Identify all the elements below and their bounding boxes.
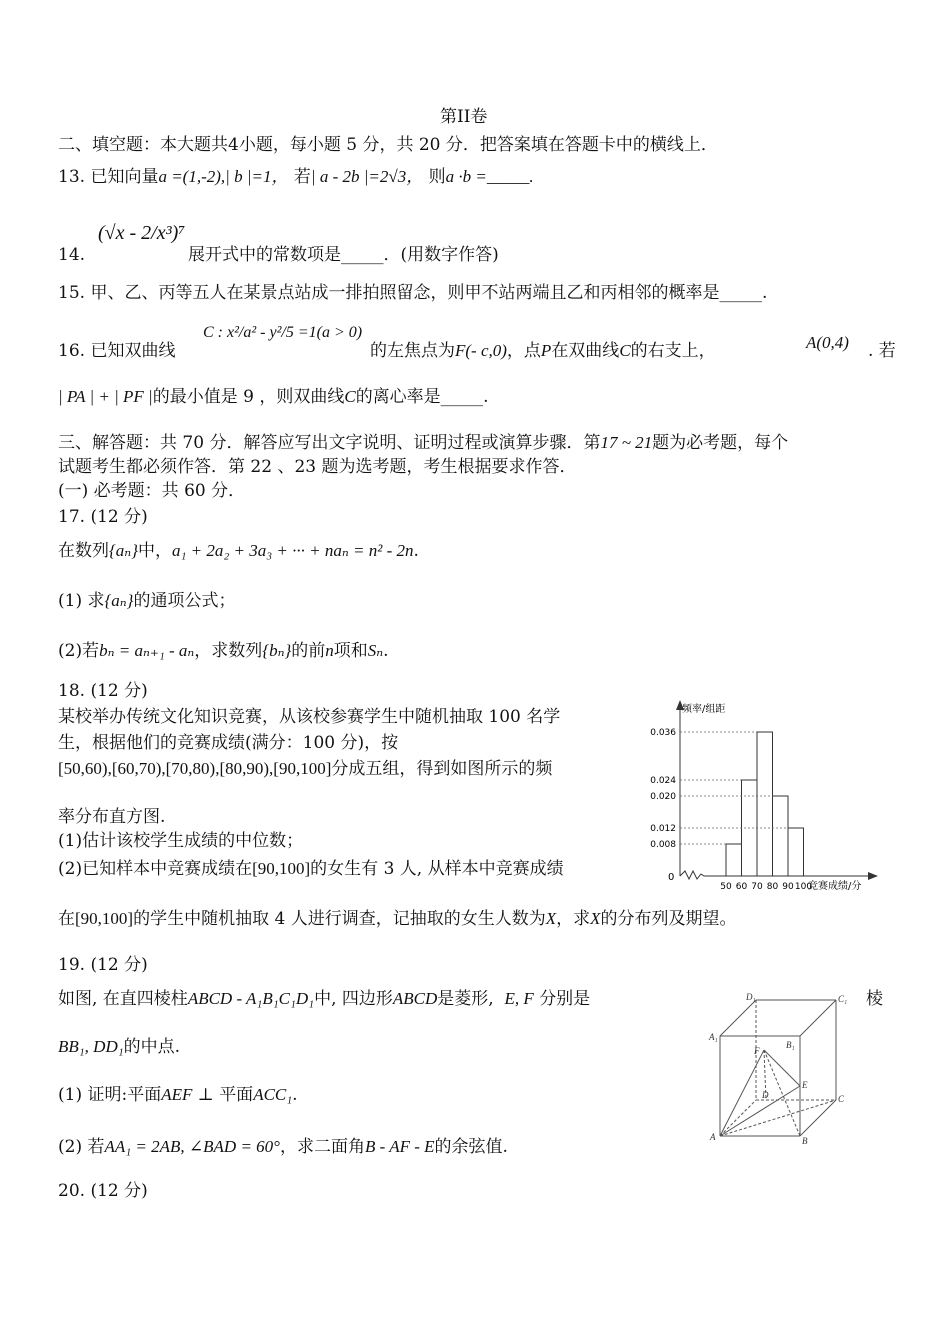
q18-intervals: [50,60),[60,70),[70,80),[80,90),[90,100] — [58, 759, 332, 778]
frequency-histogram — [640, 696, 885, 896]
q18-line3 — [58, 758, 552, 780]
q18-p2c-text-g: 的分布列及期望。 — [600, 909, 737, 929]
q19-text-h: 棱 — [866, 989, 883, 1009]
q18-variable-x: X — [545, 909, 557, 928]
q19-text-e: 是菱形, — [437, 989, 494, 1009]
y-tick-label: 0.008 — [650, 840, 676, 850]
label-c: C — [838, 1094, 845, 1104]
q19-p2-condition: AA₁ = 2AB, ∠BAD = 60° — [104, 1137, 280, 1156]
q17-p2-sn: Sₙ — [367, 641, 384, 660]
q18-p2-text-a: (2)已知样本中竞赛成绩在 — [58, 859, 253, 879]
q16-hyperbola-equation: C : x²/a² - y²/5 =1(a > 0) — [203, 324, 363, 341]
q16-text-i: 的右支上， — [630, 341, 716, 361]
q17-p1-text-c: 的通项公式； — [133, 591, 236, 611]
x-tick-label: 70 — [751, 882, 763, 892]
q16-number: 16. — [58, 341, 86, 361]
sec3-text-a: 三、解答题：共 70 分．解答应写出文字说明、证明过程或演算步骤．第 — [58, 433, 601, 453]
q17-statement — [58, 540, 419, 562]
histogram-bar — [726, 844, 742, 876]
y-axis-label: 频率/组距 — [682, 704, 726, 715]
q14-text: 展开式中的常数项是_____．(用数字作答) — [188, 245, 499, 265]
q18-line2: 生，根据他们的竞赛成绩(满分：100 分)，按 — [58, 733, 399, 753]
q17-recurrence: a₁ + 2a₂ + 3a₃ + ··· + naₙ = n² - 2n — [172, 541, 414, 560]
q17-p2-text-c: ，求数列 — [194, 641, 263, 661]
q17-p2-bn: {bₙ} — [262, 641, 292, 660]
x-tick-label: 80 — [766, 882, 779, 892]
q16-text-g: 在双曲线 — [551, 341, 620, 361]
q16-curve-c2: C — [344, 387, 356, 406]
q18-p2c-text-a: 在 — [58, 909, 75, 929]
q19-edges: BB₁, DD₁ — [58, 1037, 124, 1056]
q18-part2-cont — [58, 908, 736, 930]
label-e: E — [802, 1080, 808, 1090]
q19-p1-text-f: . — [292, 1085, 298, 1105]
section-2-heading: 二、填空题：本大题共4小题，每小题 5 分，共 20 分．把答案填在答题卡中的横线上． — [58, 135, 718, 155]
label-c1: C₁ — [838, 994, 848, 1004]
q19-line2 — [58, 1036, 180, 1058]
q19-rhombus: ABCD — [392, 989, 438, 1008]
q13-number: 13. — [58, 167, 86, 187]
q17-sequence: {aₙ} — [109, 541, 138, 560]
q19-p1-plane2: ACC₁ — [253, 1085, 293, 1104]
q19-points-ef: E, F — [504, 989, 534, 1008]
q14-binomial-expression: (√x - 2/x³)⁷ — [98, 222, 186, 244]
q16-point-a: A(0,4) — [806, 333, 849, 352]
q16-curve-c: C — [619, 341, 631, 360]
q19-p2-text-e: 的余弦值. — [434, 1137, 508, 1157]
histogram-bar — [757, 732, 773, 876]
q18-heading: 18. (12 分) — [58, 681, 148, 701]
q17-text-a: 在数列 — [58, 541, 109, 561]
q19-p1-text-a: (1) 证明:平面 — [58, 1085, 162, 1105]
q20-heading: 20. (12 分) — [58, 1181, 148, 1201]
q17-text-c: 中， — [138, 541, 172, 561]
y-tick-label: 0.020 — [650, 792, 676, 802]
q18-part2 — [58, 858, 564, 880]
q19-p2-text-a: (2) 若 — [58, 1137, 105, 1157]
question-13 — [58, 166, 534, 188]
q16-text-m: 的最小值是 9 ，则双曲线 — [152, 387, 345, 407]
label-b: B — [802, 1136, 808, 1146]
q17-p2-text-i: . — [383, 641, 389, 661]
q19-line1 — [58, 988, 590, 1010]
origin-label: 0 — [668, 872, 675, 883]
q19-p2-text-c: ，求二面角 — [279, 1137, 365, 1157]
q18-p2c-interval: [90,100] — [75, 909, 134, 928]
q19-text-a: 如图, 在直四棱柱 — [58, 989, 188, 1009]
sec3-range: 17 ~ 21 — [600, 433, 653, 452]
section-3-line3: (一) 必考题：共 60 分． — [58, 481, 246, 501]
section-3-line1 — [58, 432, 788, 454]
histogram-svg — [640, 696, 885, 896]
q19-p1-text-d: 平面 — [219, 1085, 254, 1105]
q19-text-g: 分别是 — [539, 989, 591, 1009]
x-tick-label: 60 — [735, 882, 748, 892]
q13-text-e: 则 — [428, 167, 446, 187]
q18-line1: 某校举办传统文化知识竞赛，从该校参赛学生中随机抽取 100 名学 — [58, 707, 561, 727]
histogram-bar — [773, 796, 789, 876]
q16-focus: F(- c,0) — [455, 341, 507, 360]
q13-vector-def: a =(1,-2),| b |=1， — [158, 167, 289, 186]
q17-part2 — [58, 640, 389, 662]
q14-number: 14. — [58, 245, 86, 265]
section-title: 第II卷 — [440, 107, 488, 127]
y-tick-label: 0.024 — [650, 776, 676, 786]
q18-part1: (1)估计该校学生成绩的中位数； — [58, 831, 304, 851]
x-axis — [680, 871, 870, 879]
label-a1: A₁ — [709, 1032, 718, 1042]
q16-sum-expression: | PA | + | PF | — [58, 387, 153, 406]
label-d1: D₁ — [746, 992, 756, 1002]
q18-p2c-text-c: 的学生中随机抽取 4 人进行调查，记抽取的女生人数为 — [133, 909, 546, 929]
y-tick-label: 0.036 — [650, 728, 676, 738]
q17-p2-bn-def: bₙ = aₙ₊₁ - aₙ — [99, 641, 195, 660]
q16-text-o: 的离心率是_____. — [355, 387, 489, 407]
q17-part1 — [58, 590, 235, 612]
q19-heading: 19. (12 分) — [58, 955, 148, 975]
q17-p1-text-a: (1) 求 — [58, 591, 105, 611]
q17-p2-n: n — [325, 641, 334, 660]
q17-text-e: . — [413, 541, 419, 561]
label-f: F — [754, 1046, 760, 1056]
q16-text-e: ，点 — [506, 341, 541, 361]
q16-point-p: P — [540, 341, 552, 360]
x-tick-label: 90 — [782, 882, 794, 892]
x-axis-arrow — [868, 872, 878, 880]
q18-p2-interval: [90,100] — [252, 859, 311, 878]
q16-text-a: 已知双曲线 — [90, 341, 176, 361]
label-b1: B₁ — [786, 1040, 795, 1050]
sec3-text-c: 题为必考题，每个 — [652, 433, 789, 453]
y-tick-label: 0.012 — [650, 824, 676, 834]
question-16 — [58, 340, 175, 362]
q19-p1-plane1: AEF — [161, 1085, 193, 1104]
q13-text-c: 若 — [293, 167, 311, 187]
prism-figure — [706, 990, 860, 1148]
q18-variable-x2: X — [590, 909, 601, 928]
q13-condition: | a - 2b |=2√3， — [310, 167, 424, 186]
q19-part2 — [58, 1136, 508, 1158]
q17-heading: 17. (12 分) — [58, 507, 148, 527]
q16-text-c: 的左焦点为 — [370, 341, 455, 361]
prism-svg — [706, 990, 860, 1148]
question-15: 15. 甲、乙、丙等五人在某景点站成一排拍照留念，则甲不站两端且乙和丙相邻的概率是_____. — [58, 283, 768, 303]
q18-line3-text: 分成五组，得到如图所示的频 — [331, 759, 553, 779]
q19-p1-perp: ⊥ — [197, 1085, 214, 1105]
x-tick-label: 100 — [794, 882, 813, 892]
section-3-line2: 试题考生都必须作答．第 22 、23 题为选考题，考生根据要求作答． — [58, 457, 577, 477]
q16-line2 — [58, 386, 489, 408]
q18-line4: 率分布直方图. — [58, 807, 166, 827]
q19-line2-text: 的中点. — [123, 1037, 181, 1057]
x-tick-label: 50 — [720, 882, 732, 892]
q19-p2-dihedral: B - AF - E — [364, 1137, 435, 1156]
q13-text-a: 已知向量 — [90, 167, 159, 187]
q17-p1-sequence: {aₙ} — [104, 591, 134, 610]
label-d: D — [762, 1090, 769, 1100]
q13-answer-blank: a ·b =_____. — [445, 167, 534, 186]
histogram-bar — [788, 828, 804, 876]
x-axis-label: 竞赛成绩/分 — [808, 881, 862, 892]
q16-text-k: . 若 — [868, 341, 896, 361]
q19-part1 — [58, 1084, 298, 1106]
q18-p2-text-c: 的女生有 3 人, 从样本中竞赛成绩 — [310, 859, 564, 879]
q19-text-c: 中, 四边形 — [314, 989, 393, 1009]
label-a: A — [710, 1132, 716, 1142]
q18-p2c-text-e: ，求 — [556, 909, 591, 929]
q16-line1-rest — [370, 340, 716, 362]
q19-prism: ABCD - A₁B₁C₁D₁ — [187, 989, 315, 1008]
q17-p2-text-g: 项和 — [333, 641, 368, 661]
q17-p2-text-e: 的前 — [291, 641, 326, 661]
q17-p2-text-a: (2)若 — [58, 641, 100, 661]
